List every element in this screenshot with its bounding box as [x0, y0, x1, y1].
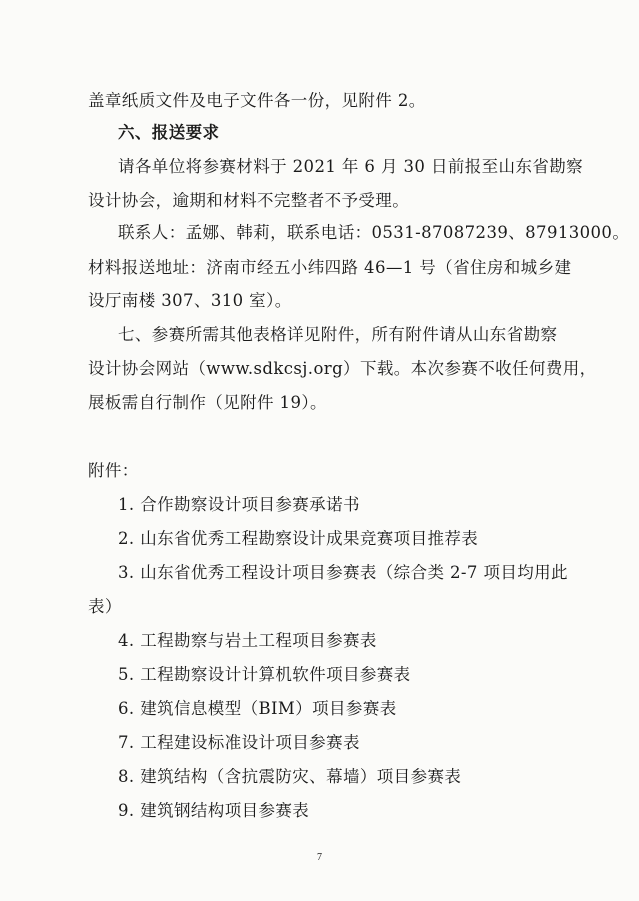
attachment-item: 7. 工程建设标准设计项目参赛表 — [118, 733, 360, 752]
attachment-item-continuation: 表） — [88, 597, 122, 616]
section-7-line1: 七、参赛所需其他表格详见附件，所有附件请从山东省勘察 — [118, 325, 558, 344]
section-6-line2: 设计协会，逾期和材料不完整者不予受理。 — [88, 191, 410, 210]
contact-line: 联系人：孟娜、韩莉，联系电话：0531-87087239、87913000。 — [118, 223, 630, 242]
attachment-item: 8. 建筑结构（含抗震防灾、幕墙）项目参赛表 — [118, 767, 462, 786]
attachment-item: 9. 建筑钢结构项目参赛表 — [118, 801, 310, 820]
section-7-line3: 展板需自行制作（见附件 19）。 — [88, 393, 327, 412]
section-6-heading: 六、报送要求 — [118, 123, 220, 142]
address-line2: 设厅南楼 307、310 室）。 — [88, 291, 292, 310]
address-line1: 材料报送地址：济南市经五小纬四路 46—1 号（省住房和城乡建 — [88, 258, 572, 277]
attachment-item: 3. 山东省优秀工程设计项目参赛表（综合类 2-7 项目均用此 — [118, 563, 568, 582]
section-6-line1: 请各单位将参赛材料于 2021 年 6 月 30 日前报至山东省勘察 — [118, 157, 584, 176]
attachments-label: 附件： — [88, 461, 139, 480]
attachment-item: 6. 建筑信息模型（BIM）项目参赛表 — [118, 699, 397, 718]
attachment-item: 2. 山东省优秀工程勘察设计成果竞赛项目推荐表 — [118, 529, 479, 548]
attachment-item: 4. 工程勘察与岩土工程项目参赛表 — [118, 631, 377, 650]
section-7-line2: 设计协会网站（www.sdkcsj.org）下载。本次参赛不收任何费用， — [88, 359, 597, 378]
page-number: 7 — [317, 852, 322, 863]
attachment-item: 5. 工程勘察设计计算机软件项目参赛表 — [118, 665, 411, 684]
paragraph-continuation: 盖章纸质文件及电子文件各一份，见附件 2。 — [88, 91, 426, 110]
attachment-item: 1. 合作勘察设计项目参赛承诺书 — [118, 495, 360, 514]
